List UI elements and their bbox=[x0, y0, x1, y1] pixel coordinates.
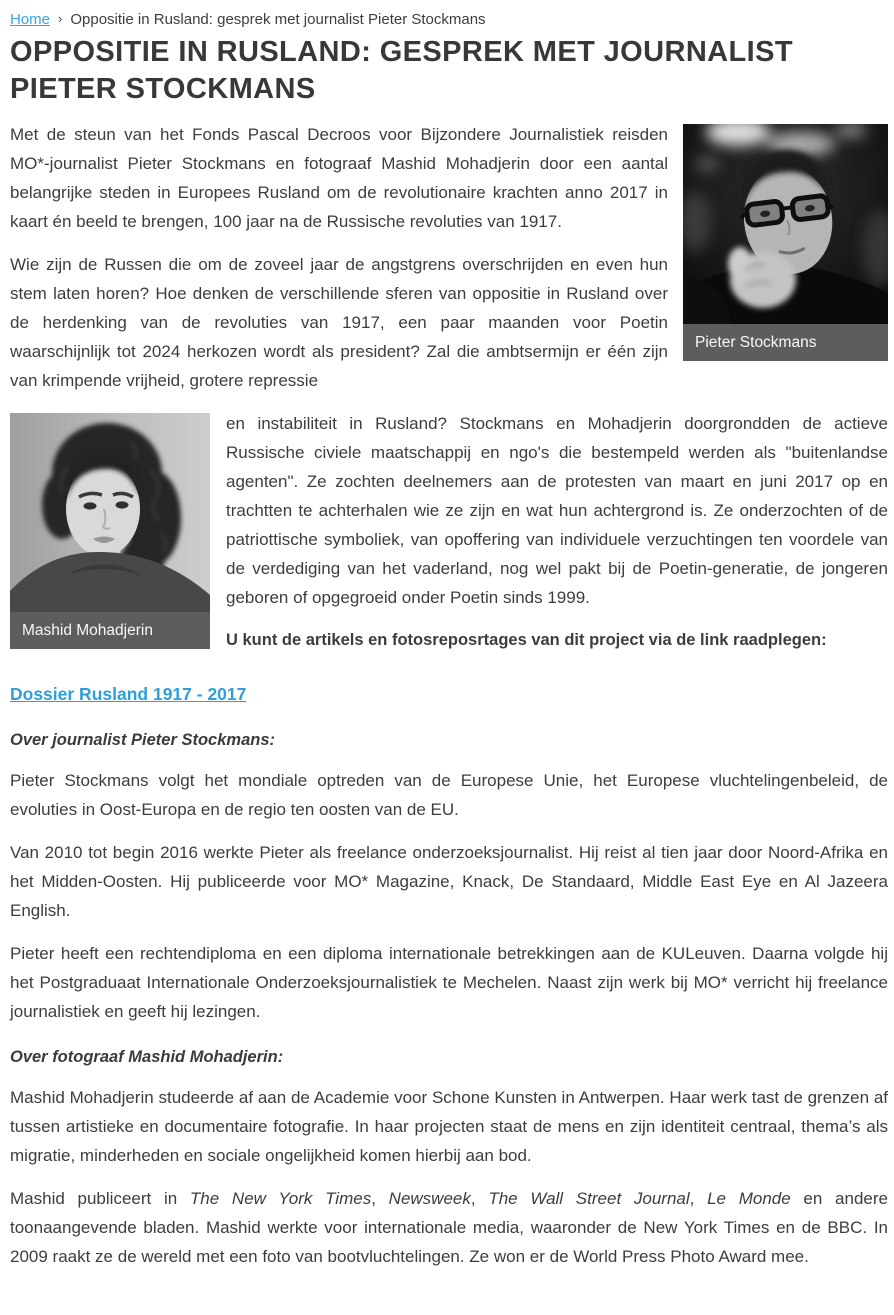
journalist-paragraph-1: Pieter Stockmans volgt het mondiale optreden van de Europese Unie, het Europese vluchtelingenbeleid, de evoluties in Oost-Europa en de regio ten oosten van de EU. bbox=[10, 771, 888, 819]
breadcrumb bbox=[10, 11, 888, 28]
text-segment: , bbox=[689, 1189, 708, 1208]
pieter-photo-caption: Pieter Stockmans bbox=[683, 324, 888, 361]
journalist-paragraph-2: Van 2010 tot begin 2016 werkte Pieter als freelance onderzoeksjournalist. Hij reist al tien jaar door Noord-Afrika en het Midden-Oosten. Hij publiceerde voor MO* Magazine, Knack, De Standaard, Middle East Eye en Al Jazeera English. bbox=[10, 843, 888, 920]
publication-name: Le Monde bbox=[707, 1189, 791, 1208]
publication-name: The New York Times bbox=[189, 1189, 372, 1208]
cta-line: U kunt de artikels en fotosreposrtages van dit project via de link raadplegen: bbox=[226, 631, 827, 649]
breadcrumb-home-link[interactable]: Home bbox=[10, 11, 51, 28]
dossier-link-line bbox=[10, 683, 888, 707]
figure-mashid-mohadjerin bbox=[10, 413, 210, 649]
publication-name: The Wall Street Journal bbox=[488, 1189, 690, 1208]
text-segment: , bbox=[470, 1189, 489, 1208]
section-heading-photographer: Over fotograaf Mashid Mohadjerin: bbox=[10, 1048, 284, 1066]
dossier-rusland-link[interactable]: Dossier Rusland 1917 - 2017 bbox=[10, 684, 247, 704]
figure-pieter-stockmans bbox=[683, 124, 888, 361]
section-heading-journalist: Over journalist Pieter Stockmans: bbox=[10, 731, 276, 749]
intro-paragraph-1: Met de steun van het Fonds Pascal Decroos voor Bijzondere Journalistiek reisden MO*-journalist Pieter Stockmans en fotograaf Mashid Mohadjerin door een aantal belangrijke steden in Europees Rusland om de revolutionaire krachten anno 2017 in kaart én beeld te brengen, 100 jaar na de Russische revoluties van 1917. bbox=[10, 125, 668, 231]
page-title: OPPOSITIE IN RUSLAND: GESPREK MET JOURNALIST PIETER STOCKMANS bbox=[10, 36, 793, 105]
text-segment: Mashid publiceert in bbox=[10, 1189, 190, 1208]
journalist-paragraph-3: Pieter heeft een rechtendiploma en een diploma internationale betrekkingen aan de KULeuven. Daarna volgde hij het Postgraduaat Internationale Onderzoeksjournalistiek te Mechelen. Naast zijn werk bij MO* verricht hij freelance journalistiek en geeft hij lezingen. bbox=[10, 944, 888, 1021]
intro-paragraph-3: en instabiliteit in Rusland? Stockmans en Mohadjerin doorgrondden de actieve Russische civiele maatschappij en ngo's die bestempeld werden als "buitenlandse agenten". Ze zochten deelnemers aan de protesten van maart en juni 2017 op en trachtten te achterhalen wie ze zijn en wat hun achtergrond is. Ze onderzochten of de patriottische symboliek, van opoffering van individuele verzuchtingen ten voordele van de verdediging van het vaderland, nog wel pakt bij de Poetin-generatie, de jongeren geboren of opgegroeid onder Poetin sinds 1999. bbox=[226, 414, 888, 607]
breadcrumb-current: Oppositie in Rusland: gesprek met journalist Pieter Stockmans bbox=[70, 11, 486, 28]
text-segment: en andere toonaangevende bladen. Mashid werkte voor internationale media, waaronder de New York Times en de BBC. In 2009 raakt ze de wereld met een foto van bootvluchtelingen. Ze won er de World Press Photo Award mee. bbox=[10, 1189, 888, 1266]
text-segment: , bbox=[371, 1189, 389, 1208]
intro-paragraph-2: Wie zijn de Russen die om de zoveel jaar de angstgrens overschrijden en even hun stem laten horen? Hoe denken de verschillende sferen van oppositie in Rusland over de herdenking van de revoluties van 1917, een paar maanden voor Poetin waarschijnlijk tot 2024 herkozen wordt als president? Zal die ambtsermijn er één zijn van krimpende vrijheid, grotere repressie bbox=[10, 255, 668, 390]
breadcrumb-separator-icon: › bbox=[58, 11, 63, 26]
pieter-stockmans-photo bbox=[683, 124, 888, 324]
mashid-photo-caption: Mashid Mohadjerin bbox=[10, 612, 210, 649]
photographer-paragraph-2 bbox=[10, 1184, 888, 1271]
mashid-mohadjerin-photo bbox=[10, 413, 210, 612]
photographer-paragraph-1: Mashid Mohadjerin studeerde af aan de Academie voor Schone Kunsten in Antwerpen. Haar werk tast de grenzen af tussen artistieke en documentaire fotografie. In haar projecten staat de mens en zijn identiteit centraal, thema’s als migratie, minderheden en sociale ongelijkheid komen hierbij aan bod. bbox=[10, 1088, 888, 1165]
publication-name: Newsweek bbox=[388, 1189, 471, 1208]
